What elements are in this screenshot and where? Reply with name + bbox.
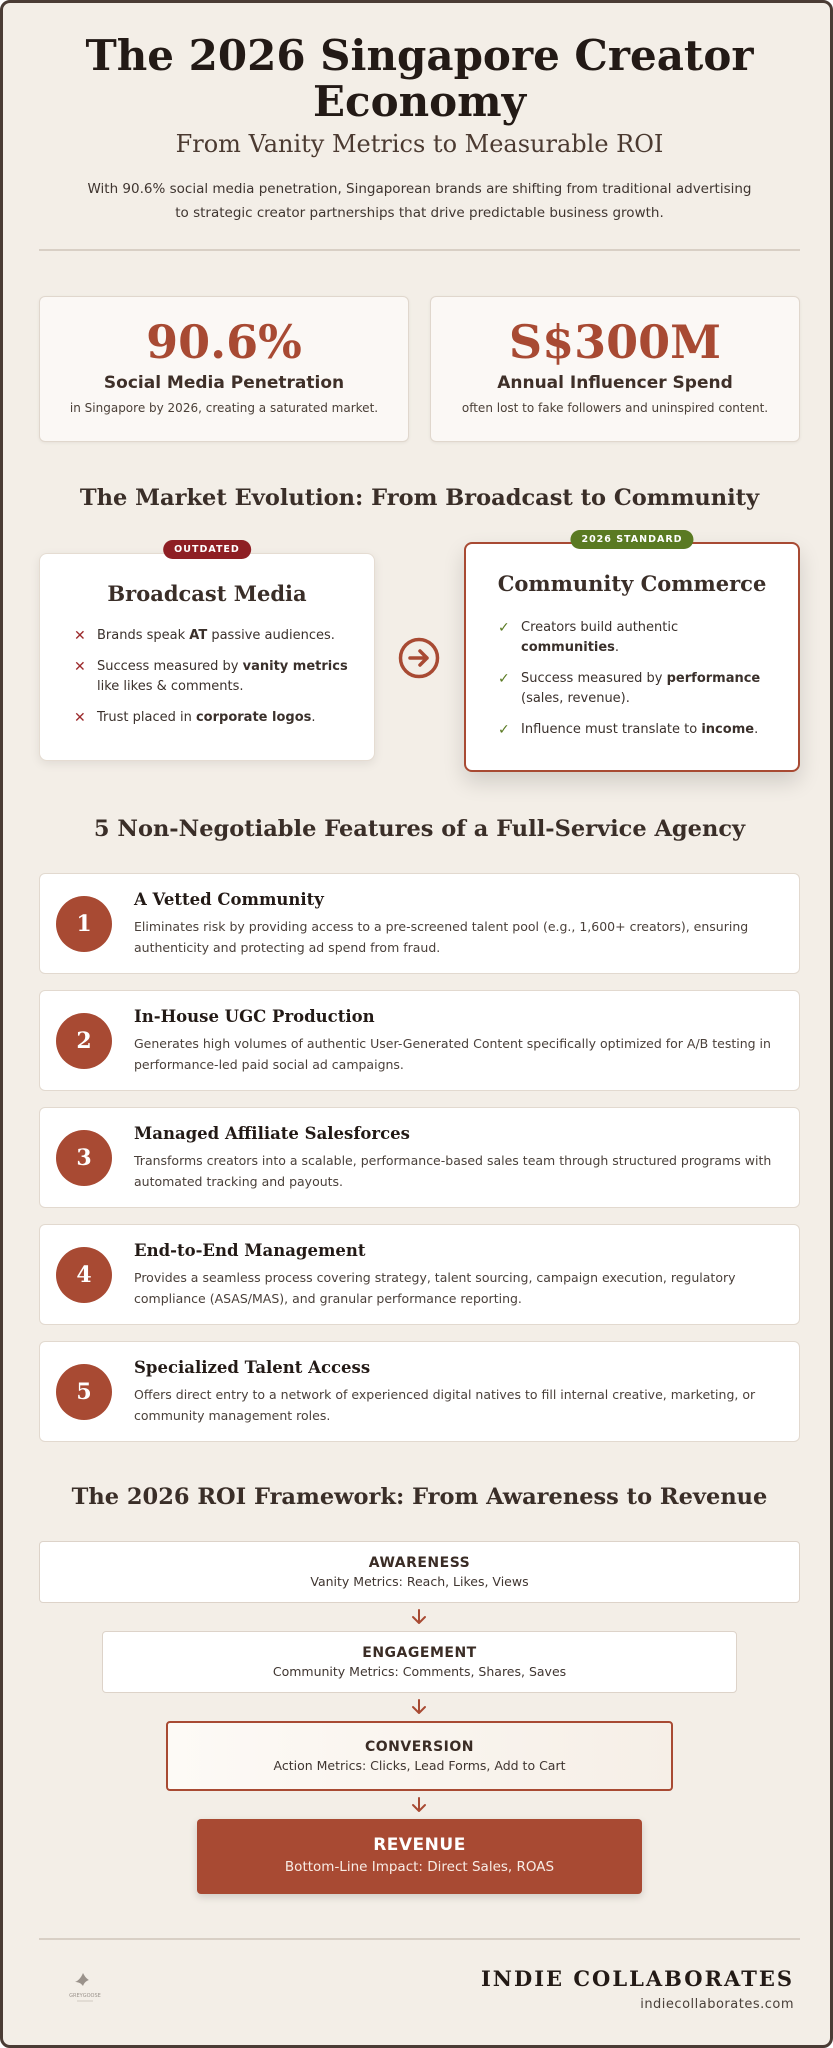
- stat-card-spend: [430, 296, 800, 442]
- standard-list: [498, 618, 798, 740]
- list-item: ✕ Brands speak AT passive audiences.: [74, 628, 335, 644]
- stat-value: S$300M: [508, 315, 722, 369]
- feature-desc: Provides a seamless process covering strategy, talent sourcing, campaign execution, regulatory compliance (ASAS/MAS), and granular performance reporting.: [134, 1270, 736, 1306]
- stat-label: Social Media Penetration: [103, 373, 345, 393]
- arrow-down-icon: [408, 1607, 430, 1627]
- x-icon: ✕: [74, 710, 86, 726]
- stage-label: ENGAGEMENT: [362, 1645, 477, 1661]
- list-item: ✕ Success measured by vanity metrics like likes & comments.: [74, 659, 348, 694]
- stage-label: CONVERSION: [365, 1739, 474, 1755]
- stat-desc: often lost to fake followers and uninspired content.: [461, 401, 769, 415]
- funnel-stage-awareness: [39, 1541, 800, 1603]
- feature-number: 5: [56, 1364, 112, 1420]
- card-title: Broadcast Media: [107, 581, 307, 606]
- divider: [39, 249, 800, 251]
- stat-card-penetration: [39, 296, 409, 442]
- x-icon: ✕: [74, 659, 86, 675]
- feature-desc: Eliminates risk by providing access to a pre-screened talent pool (e.g., 1,600+ creators), ensuring authenticity and protecting ad spend from fraud.: [134, 919, 749, 955]
- page-subtitle: From Vanity Metrics to Measurable ROI: [175, 130, 664, 158]
- section-title-roi: The 2026 ROI Framework: From Awareness to Revenue: [71, 1484, 768, 1510]
- feature-number: 3: [56, 1130, 112, 1186]
- greygoose-logo: [63, 1969, 107, 2005]
- stage-desc: Community Metrics: Comments, Shares, Saves: [272, 1664, 567, 1679]
- feature-title: End-to-End Management: [134, 1241, 366, 1260]
- stage-label: REVENUE: [373, 1835, 466, 1855]
- funnel-stage-conversion: [166, 1721, 673, 1791]
- feature-title: In-House UGC Production: [134, 1007, 375, 1026]
- check-icon: ✓: [498, 620, 510, 636]
- list-item: ✓ Creators build authentic communities.: [498, 620, 679, 655]
- arrow-down-icon: [408, 1795, 430, 1815]
- brand-url[interactable]: indiecollaborates.com: [640, 1997, 794, 2012]
- funnel-stage-revenue: [197, 1819, 642, 1894]
- stat-value: 90.6%: [146, 315, 302, 369]
- feature-card: [39, 990, 800, 1091]
- feature-number: 1: [56, 896, 112, 952]
- intro-text: With 90.6% social media penetration, Singaporean brands are shifting from traditional advertising to strategic creator partnerships that drive predictable business growth.: [87, 181, 752, 221]
- footer-divider: [39, 1938, 800, 1940]
- stage-label: AWARENESS: [368, 1555, 471, 1571]
- broadcast-media-card: [39, 544, 375, 761]
- arrow-right-circle-icon: [398, 637, 440, 679]
- list-item: ✓ Influence must translate to income.: [498, 722, 759, 738]
- card-title: Community Commerce: [497, 571, 767, 596]
- feature-card: [39, 1341, 800, 1442]
- funnel-stage-engagement: [102, 1631, 737, 1693]
- feature-desc: Generates high volumes of authentic User-Generated Content specifically optimized for A/B testing in performance-led paid social ad campaigns.: [134, 1036, 771, 1072]
- section-title-evolution: The Market Evolution: From Broadcast to Community: [79, 485, 760, 511]
- feature-title: Specialized Talent Access: [134, 1358, 371, 1377]
- x-icon: ✕: [74, 628, 86, 644]
- feature-number: 2: [56, 1013, 112, 1069]
- brand-name: INDIE COLLABORATES: [480, 1966, 794, 1991]
- stat-label: Annual Influencer Spend: [497, 373, 733, 393]
- check-icon: ✓: [498, 722, 510, 738]
- list-item: ✓ Success measured by performance (sales, revenue).: [498, 671, 761, 706]
- feature-desc: Transforms creators into a scalable, performance-based sales team through structured programs with automated tracking and payouts.: [134, 1153, 772, 1189]
- community-commerce-card: [464, 534, 800, 772]
- stage-desc: Bottom-Line Impact: Direct Sales, ROAS: [284, 1859, 555, 1875]
- check-icon: ✓: [498, 671, 510, 687]
- svg-text:GREYGOOSE: GREYGOOSE: [69, 1993, 101, 1999]
- stage-desc: Action Metrics: Clicks, Lead Forms, Add to Cart: [273, 1758, 566, 1773]
- feature-title: A Vetted Community: [134, 890, 324, 909]
- stage-desc: Vanity Metrics: Reach, Likes, Views: [310, 1574, 529, 1589]
- arrow-down-icon: [408, 1697, 430, 1717]
- list-item: ✕ Trust placed in corporate logos.: [74, 710, 316, 726]
- outdated-list: [74, 626, 374, 728]
- standard-badge: 2026 STANDARD: [570, 530, 693, 549]
- feature-card: [39, 1107, 800, 1208]
- stat-desc: in Singapore by 2026, creating a saturated market.: [69, 401, 379, 415]
- feature-card: [39, 1224, 800, 1325]
- section-title-features: 5 Non-Negotiable Features of a Full-Service Agency: [93, 816, 746, 842]
- feature-card: [39, 873, 800, 974]
- feature-desc: Offers direct entry to a network of experienced digital natives to fill internal creative, marketing, or community management roles.: [134, 1387, 756, 1423]
- outdated-badge: OUTDATED: [163, 540, 251, 559]
- page-title: The 2026 Singapore Creator Economy: [85, 31, 754, 126]
- feature-title: Managed Affiliate Salesforces: [134, 1124, 410, 1143]
- feature-number: 4: [56, 1247, 112, 1303]
